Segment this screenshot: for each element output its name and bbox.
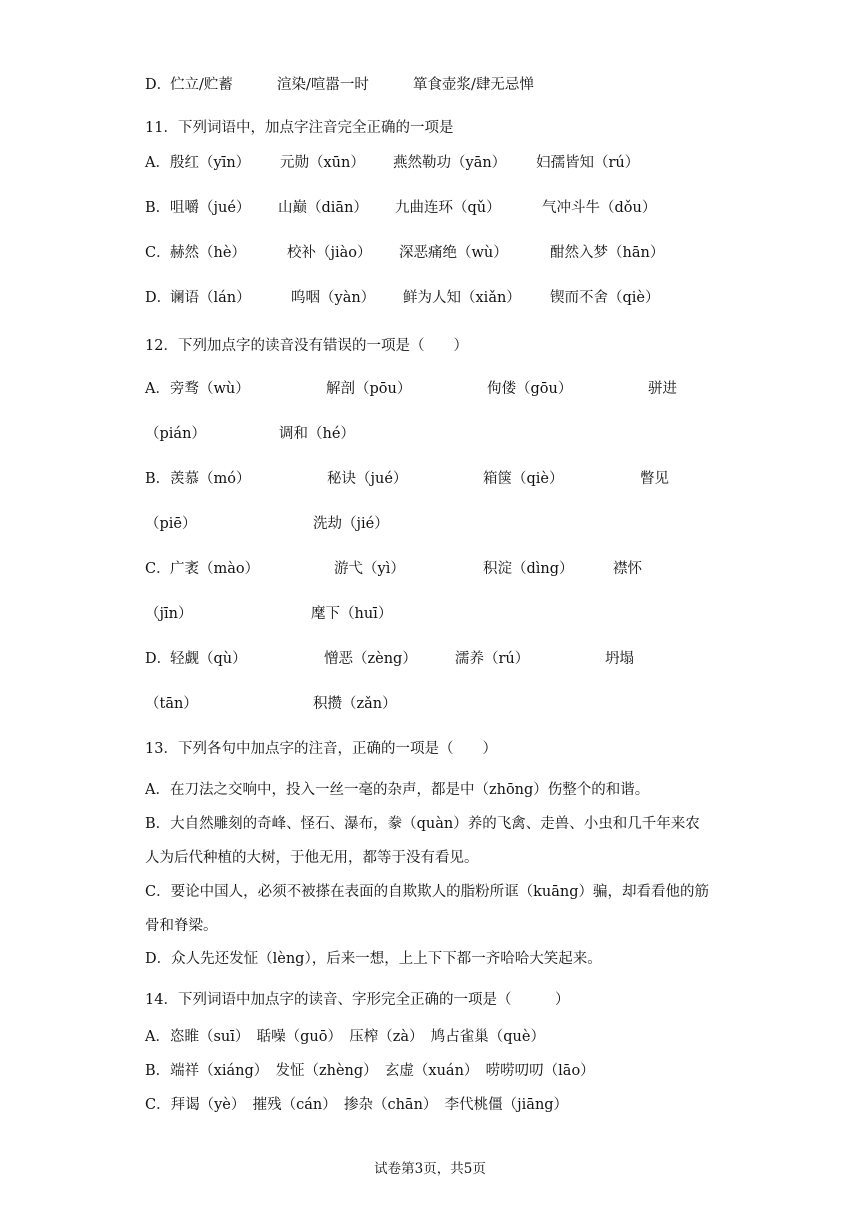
- word: 羡慕（mó）: [170, 471, 251, 487]
- word: 憎恶（zèng）: [324, 651, 417, 667]
- word: 深恶痛绝（wù）: [399, 245, 508, 261]
- word: 酣然入梦（hān）: [550, 245, 665, 261]
- option-letter: A．: [145, 381, 170, 397]
- word: 瞥见: [640, 471, 669, 487]
- option-letter: D．: [145, 651, 172, 667]
- word: 呜咽（yàn）: [291, 290, 376, 306]
- word: 积淀（dìng）: [483, 561, 574, 577]
- word: 积攒（zǎn）: [313, 696, 397, 712]
- question-text: 14．下列词语中加点字的读音、字形完全正确的一项是（ ）: [145, 992, 570, 1008]
- word: 洗劫（jié）: [313, 516, 389, 532]
- word: 妇孺皆知（rú）: [536, 155, 640, 171]
- option-text: A．恣睢（suī） 聒噪（guō） 压榨（zà） 鸠占雀巢（què）: [145, 1029, 545, 1045]
- option-text: C．拜谒（yè） 摧残（cán） 掺杂（chān） 李代桃僵（jiāng）: [145, 1097, 569, 1113]
- word-pair: 渲染/喧嚣一时: [277, 77, 369, 93]
- word-pair: 伫立/贮蓄: [170, 77, 233, 93]
- word: 气冲斗牛（dǒu）: [542, 200, 657, 216]
- option-text: D．众人先还发怔（lèng），后来一想，上上下下都一齐哈哈大笑起来。: [145, 951, 602, 967]
- pinyin: （jīn）: [145, 606, 193, 622]
- word: 锲而不舍（qiè）: [550, 290, 660, 306]
- option-letter: C．: [145, 561, 171, 577]
- word: 濡养（rú）: [455, 651, 530, 667]
- question-text: 12．下列加点字的读音没有错误的一项是（ ）: [145, 338, 468, 354]
- option-letter: D．: [145, 77, 172, 93]
- word: 山巅（diān）: [278, 200, 368, 216]
- word: 坍塌: [605, 651, 634, 667]
- word: 调和（hé）: [279, 426, 355, 442]
- word: 解剖（pōu）: [326, 381, 412, 397]
- option-letter: C．: [145, 245, 171, 261]
- word: 咀嚼（jué）: [170, 200, 251, 216]
- word-pair: 箪食壶浆/肆无忌惮: [413, 77, 534, 93]
- pinyin: （pián）: [145, 426, 206, 442]
- word: 殷红（yīn）: [170, 155, 251, 171]
- pinyin: （piē）: [145, 516, 197, 532]
- word: 旁骛（wù）: [170, 381, 250, 397]
- word: 骈进: [648, 381, 677, 397]
- word: 佝偻（gōu）: [487, 381, 573, 397]
- question-text: 13．下列各句中加点字的注音，正确的一项是（ ）: [145, 741, 497, 757]
- word: 九曲连环（qǔ）: [395, 200, 501, 216]
- word: 襟怀: [613, 561, 642, 577]
- option-letter: A．: [145, 155, 170, 171]
- word: 秘诀（jué）: [327, 471, 408, 487]
- word: 燕然勒功（yān）: [393, 155, 507, 171]
- pinyin: （tān）: [145, 696, 198, 712]
- option-letter: B．: [145, 200, 171, 216]
- word: 元勋（xūn）: [280, 155, 365, 171]
- word: 谰语（lán）: [170, 290, 251, 306]
- word: 箱箧（qiè）: [483, 471, 564, 487]
- word: 赫然（hè）: [170, 245, 246, 261]
- page-footer: 试卷第3页，共5页: [374, 1161, 486, 1177]
- question-text: 11．下列词语中，加点字注音完全正确的一项是: [145, 120, 454, 136]
- word: 校补（jiào）: [287, 245, 372, 261]
- word: 游弋（yì）: [334, 561, 405, 577]
- option-text: 人为后代种植的大树，于他无用，都等于没有看见。: [145, 850, 479, 866]
- option-text: B．大自然雕刻的奇峰、怪石、瀑布，豢（quàn）养的飞禽、走兽、小虫和几千年来农: [145, 816, 700, 832]
- option-text: A．在刀法之交响中，投入一丝一毫的杂声，都是中（zhōng）伤整个的和谐。: [145, 782, 650, 798]
- option-letter: B．: [145, 471, 171, 487]
- word: 鲜为人知（xiǎn）: [403, 290, 521, 306]
- option-text: 骨和脊梁。: [145, 918, 218, 934]
- option-text: C．要论中国人，必须不被搽在表面的自欺欺人的脂粉所诓（kuāng）骗，却看看他的筋: [145, 884, 709, 900]
- word: 轻觑（qù）: [170, 651, 247, 667]
- word: 麾下（huī）: [311, 606, 393, 622]
- option-letter: D．: [145, 290, 172, 306]
- option-text: B．端祥（xiáng） 发怔（zhèng） 玄虚（xuán） 唠唠叨叨（lāo）: [145, 1063, 595, 1079]
- word: 广袤（mào）: [170, 561, 260, 577]
